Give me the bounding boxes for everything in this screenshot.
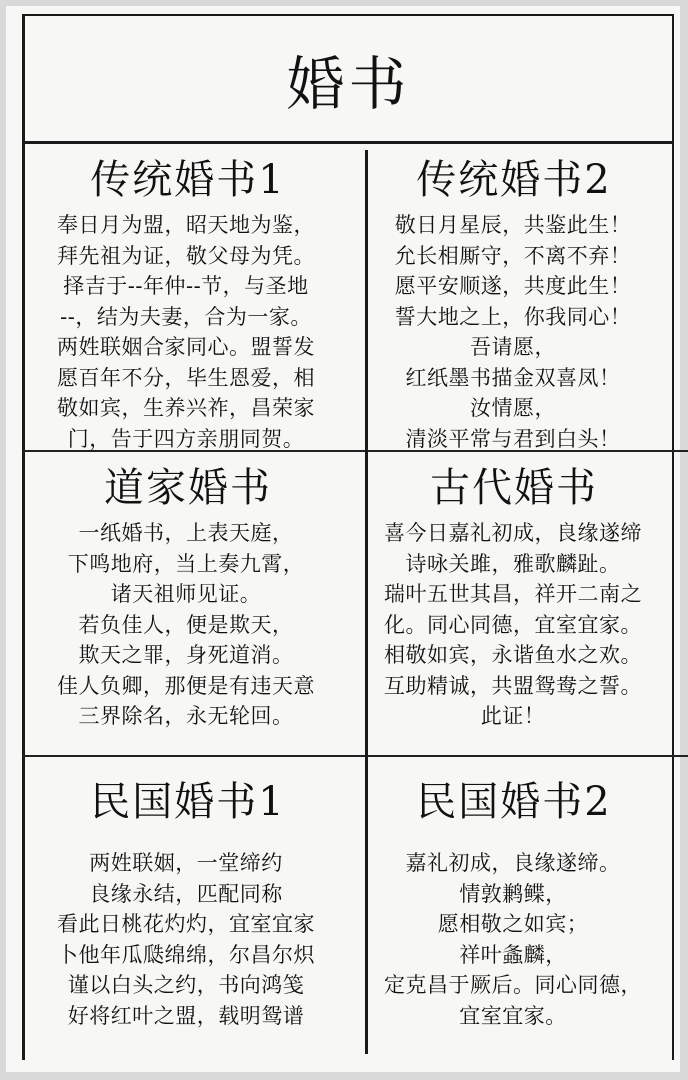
text-line: 清淡平常与君到白头！ [405, 426, 621, 451]
divider-row-2 [22, 755, 688, 757]
text-line: 愿相敬之如宾； [437, 912, 589, 936]
section-heading: 传统婚书1 [90, 157, 286, 203]
text-line: 祥叶螽麟， [459, 942, 567, 967]
section-body [25, 210, 351, 454]
text-line: 宜室宜家。 [459, 1003, 567, 1028]
text-line: 诗咏关雎，雅歌麟趾。 [405, 551, 621, 576]
text-line: 允长相厮守，不离不弃！ [394, 243, 632, 268]
text-line: 择吉于--年仲--节，与圣地 [63, 274, 309, 298]
text-line: 互助精诚，共盟鸳鸯之誓。 [384, 673, 642, 698]
section-traditional-1 [25, 157, 351, 454]
section-body [351, 210, 677, 454]
section-body [351, 518, 677, 732]
text-line: 诸天祖师见证。 [110, 582, 262, 606]
text-line: 瑞叶五世其昌，祥开二南之 [384, 582, 642, 606]
section-heading: 古代婚书 [430, 465, 598, 511]
text-line: 喜今日嘉礼初成，良缘遂缔 [384, 521, 642, 545]
text-line: 谨以白头之约，书向鸿笺 [67, 973, 305, 997]
text-line: 好将红叶之盟，载明鸳谱 [67, 1003, 305, 1028]
text-line: 门，告于四方亲朋同贺。 [67, 426, 305, 451]
text-line: 敬日月星辰，共鉴此生！ [394, 213, 632, 237]
section-heading: 传统婚书2 [416, 157, 612, 203]
text-line: 下鸣地府，当上奏九霄， [67, 551, 305, 576]
text-line: 愿平安顺遂，共度此生！ [394, 274, 632, 298]
text-line: 敬如宾，生养兴祚，昌荣家 [57, 396, 315, 420]
text-line: --，结为夫妻，合为一家。 [60, 304, 312, 329]
section-ancient [351, 465, 677, 732]
section-heading: 民国婚书2 [416, 779, 612, 825]
text-line: 若负佳人，便是欺天， [78, 612, 294, 637]
text-line: 情敦鹣鲽， [459, 881, 567, 906]
section-body [351, 848, 677, 1031]
text-line: 此证！ [480, 704, 546, 728]
text-line: 奉日月为盟，昭天地为鉴， [57, 213, 315, 237]
section-republic-1 [25, 779, 351, 1031]
text-line: 相敬如宾，永谐鱼水之欢。 [384, 643, 642, 667]
section-heading: 民国婚书1 [90, 779, 286, 825]
text-line: 一纸婚书，上表天庭， [78, 521, 294, 545]
text-line: 定克昌于厥后。同心同德， [384, 973, 642, 997]
text-line: 卜他年瓜瓞绵绵，尔昌尔炽 [57, 942, 315, 967]
section-heading: 道家婚书 [104, 465, 272, 511]
marriage-certificate-sheet [22, 14, 674, 1060]
text-line: 红纸墨书描金双喜凤！ [405, 365, 621, 390]
paper-background [6, 6, 680, 1072]
section-body [25, 518, 351, 732]
text-line: 誓大地之上，你我同心！ [394, 304, 632, 329]
text-line: 嘉礼初成，良缘遂缔。 [405, 851, 621, 875]
text-line: 拜先祖为证，敬父母为凭。 [57, 243, 315, 268]
section-body [25, 848, 351, 1031]
text-line: 愿百年不分，毕生恩爱，相 [57, 365, 315, 390]
text-line: 吾请愿， [470, 335, 556, 359]
section-taoist [25, 465, 351, 732]
text-line: 良缘永结，匹配同称 [89, 881, 283, 906]
text-line: 两姓联姻，一堂缔约 [89, 851, 283, 875]
text-line: 看此日桃花灼灼，宜室宜家 [57, 912, 315, 936]
text-line: 汝情愿， [470, 396, 556, 420]
text-line: 佳人负卿，那便是有违天意 [57, 673, 315, 698]
section-traditional-2 [351, 157, 677, 454]
text-line: 欺天之罪，身死道消。 [78, 643, 294, 667]
text-line: 三界除名，永无轮回。 [78, 704, 294, 728]
text-line: 化。同心同德，宜室宜家。 [384, 612, 642, 637]
page-title: 婚书 [25, 16, 672, 144]
section-republic-2 [351, 779, 677, 1031]
text-line: 两姓联姻合家同心。盟誓发 [57, 335, 315, 359]
